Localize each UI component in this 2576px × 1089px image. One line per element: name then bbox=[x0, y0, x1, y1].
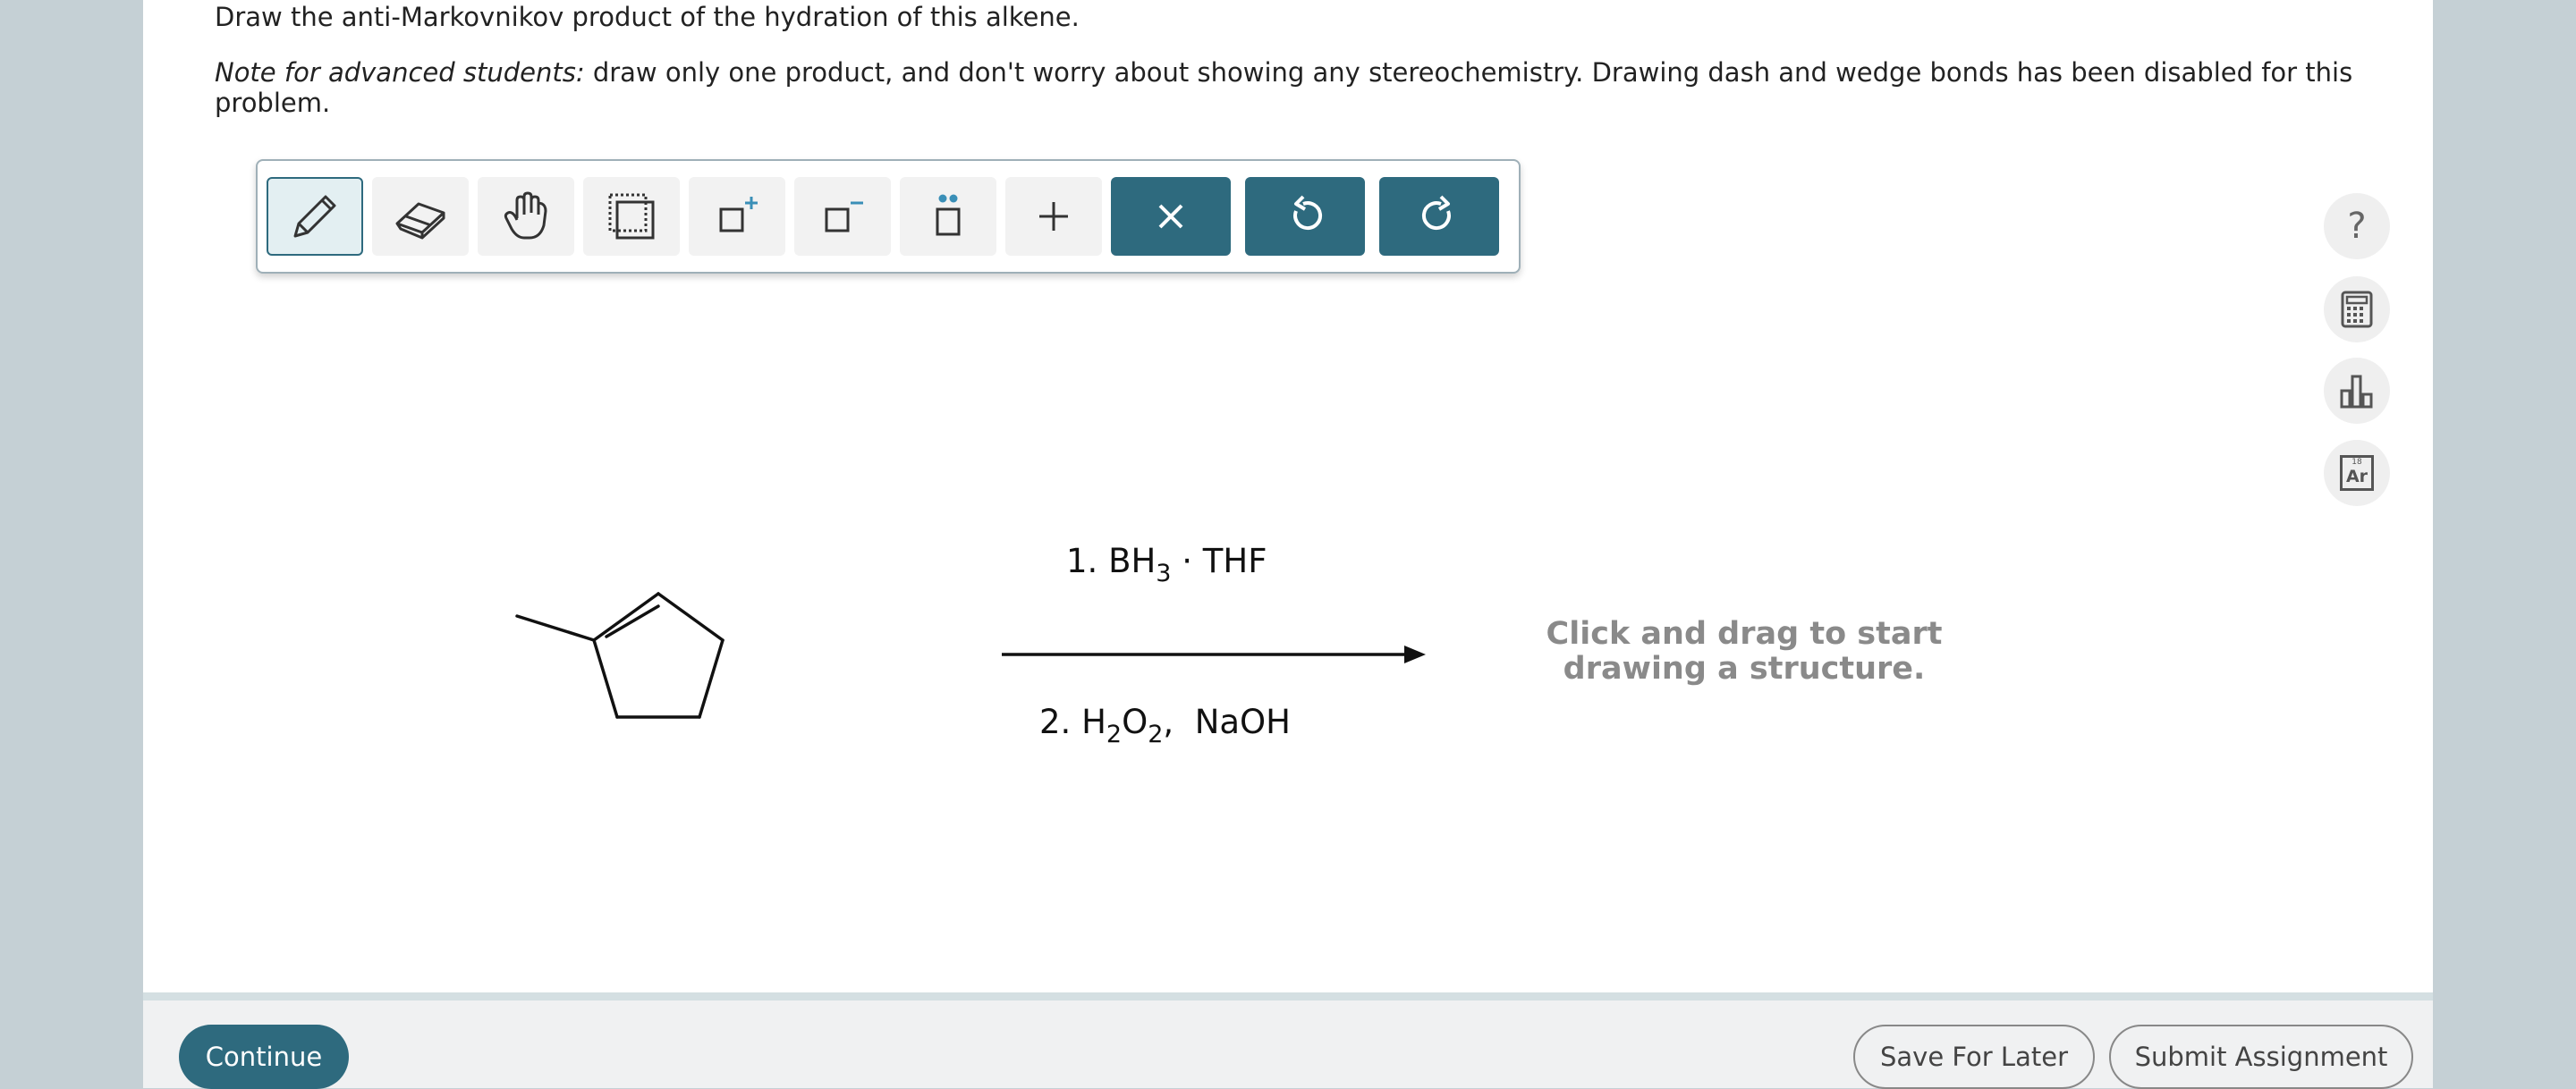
redo-icon bbox=[1411, 188, 1468, 245]
question-instruction: Draw the anti-Markovnikov product of the hydration of this alkene. bbox=[215, 2, 1080, 32]
alkene-structure bbox=[143, 0, 948, 805]
reaction-arrow bbox=[1002, 626, 1485, 680]
clear-button[interactable] bbox=[1111, 177, 1231, 256]
step2-sub1: 2 bbox=[1106, 721, 1123, 748]
step1-rest: · THF bbox=[1182, 542, 1267, 580]
step1-number: 1. bbox=[1066, 542, 1098, 580]
save-for-later-button[interactable]: Save For Later bbox=[1853, 1025, 2095, 1089]
step2-h: H bbox=[1081, 703, 1106, 741]
continue-button[interactable]: Continue bbox=[179, 1025, 349, 1089]
add-button[interactable] bbox=[1005, 177, 1102, 256]
canvas-drop-zone[interactable] bbox=[1512, 617, 1977, 687]
prompt-line-1: Click and drag to start bbox=[1546, 616, 1943, 652]
periodic-table-button[interactable] bbox=[2324, 440, 2390, 506]
question-panel bbox=[143, 0, 2433, 1088]
periodic-table-icon bbox=[2340, 455, 2374, 491]
bar-chart-icon bbox=[2337, 371, 2377, 410]
prompt-line-2: drawing a structure. bbox=[1563, 651, 1926, 687]
step2-sub2: 2 bbox=[1148, 721, 1164, 748]
undo-button[interactable] bbox=[1245, 177, 1365, 256]
step2-number: 2. bbox=[1039, 703, 1072, 741]
help-button[interactable] bbox=[2324, 193, 2390, 259]
element-symbol: Ar bbox=[2345, 467, 2368, 486]
undo-icon bbox=[1276, 188, 1334, 245]
data-button[interactable] bbox=[2324, 358, 2390, 424]
footer-bar bbox=[143, 992, 2433, 1088]
step1-reagent: BH bbox=[1108, 542, 1157, 580]
question-icon: ? bbox=[2347, 206, 2367, 247]
calculator-icon bbox=[2337, 290, 2377, 329]
step2-comma: , bbox=[1163, 703, 1174, 741]
plus-icon bbox=[1025, 188, 1082, 245]
note-text: draw only one product, and don't worry about showing any stereochemistry. Drawing dash and wedge bonds has been disabled for this problem. bbox=[215, 57, 2353, 118]
redo-button[interactable] bbox=[1379, 177, 1499, 256]
step2-base: NaOH bbox=[1194, 703, 1291, 741]
reagent-step-1 bbox=[1066, 542, 1267, 587]
submit-assignment-button[interactable]: Submit Assignment bbox=[2109, 1025, 2413, 1089]
x-icon bbox=[1142, 188, 1199, 245]
element-number: 18 bbox=[2351, 458, 2362, 467]
note-label: Note for advanced students: bbox=[215, 57, 585, 88]
reagent-step-2 bbox=[1039, 703, 1291, 748]
calculator-button[interactable] bbox=[2324, 276, 2390, 342]
step1-subscript: 3 bbox=[1156, 560, 1172, 587]
step2-o: O bbox=[1122, 703, 1148, 741]
